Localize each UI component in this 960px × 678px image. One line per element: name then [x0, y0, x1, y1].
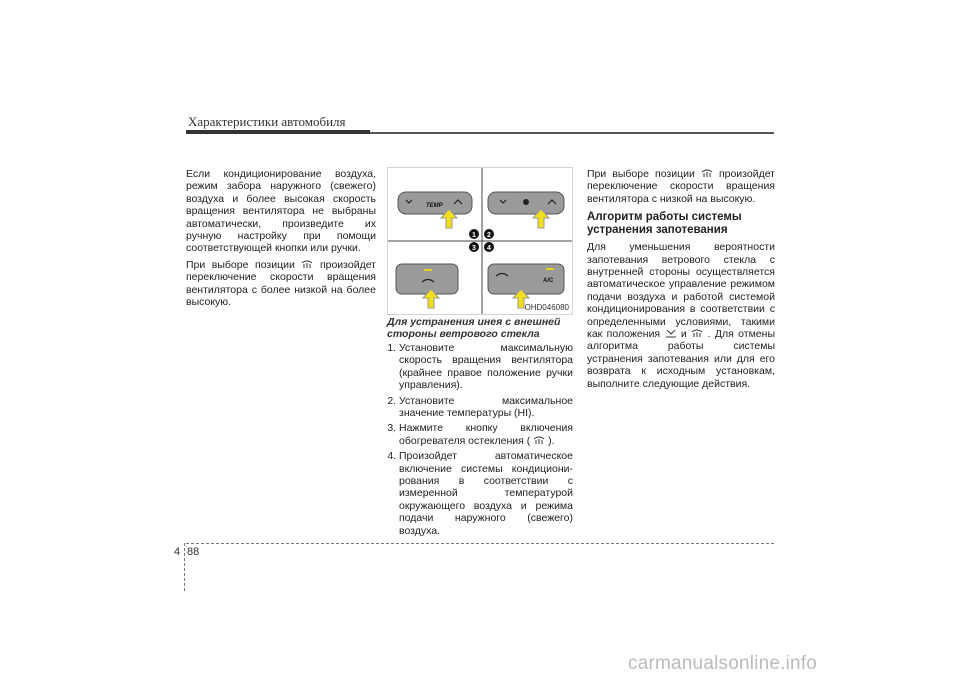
indicator-light: [424, 269, 432, 271]
col3-paragraph-2: [587, 241, 775, 390]
list-item-tail: ).: [548, 434, 555, 447]
climate-control-figure: [387, 167, 573, 315]
marker-2: [484, 229, 494, 239]
list-item: 2. Установите максимальное значение температуры (HI).: [399, 395, 573, 420]
section-number: 4: [174, 546, 181, 558]
marker-4: [484, 242, 494, 252]
col3-p2-start: Для уменьшения вероятности запотевания ветрового стекла с внутренней стороны осуществляется автоматическое управление режимом подачи воздуха и работой системой кондиционирования в соответствии с определенными условиями, такими как положения: [587, 241, 775, 341]
list-item: 4. Произойдет автоматическое включение системы кондициони-рования в соответствии с измеренной температурой окружающего воздуха и режима подачи наружного (свежего) воздуха.: [399, 450, 573, 537]
temp-label: TEMP: [426, 203, 443, 209]
footer-rule: [186, 543, 774, 544]
header-accent-bar: [186, 130, 370, 134]
page-header-title: Характеристики автомобиля: [188, 114, 346, 129]
list-item: 1. Установите максимальную скорость вращения вентилятора (крайнее правое положение ручки управления).: [399, 342, 573, 392]
instruction-list: [387, 342, 573, 537]
svg-text:4: 4: [487, 245, 491, 252]
defrost-icon: [533, 435, 545, 445]
marker-1: [469, 229, 479, 239]
defrost-icon: [701, 168, 713, 178]
column-2: [387, 316, 573, 540]
col1-p2-start: При выборе позиции: [186, 258, 295, 271]
col3-p2-and: и: [680, 328, 687, 341]
fan-icon: [523, 199, 529, 205]
svg-text:2: 2: [487, 232, 491, 239]
floor-defrost-icon: [665, 328, 677, 338]
list-item-text: Нажмите кнопку включения обогревателя остекления (: [399, 422, 573, 447]
ac-label: A/C: [543, 278, 554, 284]
col1-paragraph-2: [186, 259, 376, 309]
svg-text:3: 3: [472, 245, 476, 252]
defrost-icon: [691, 328, 703, 338]
figure-caption: OHD046080: [524, 303, 569, 312]
col3-p1-start: При выборе позиции: [587, 168, 695, 180]
watermark: carmanualsonline.info: [628, 653, 818, 674]
defrost-icon: [301, 259, 313, 269]
col1-p2-end: произойдет переключение скорости вращения вентилятора с более низкой на более высокую.: [186, 258, 376, 309]
col1-paragraph-1: Если кондиционирование воздуха, режим забора наружного (свежего) воздуха и более высокая скорость вращения вентилятора не выбраны автоматически, произведите их ручную настройку при помощи соответствующей кнопки или ручки.: [186, 168, 376, 255]
page-number: 88: [187, 546, 200, 558]
section-subhead: Для устранения инея с внешней стороны ветрового стекла: [387, 316, 561, 340]
climate-panel-illustration: [388, 168, 572, 314]
list-item: [399, 422, 573, 447]
marker-3: [469, 242, 479, 252]
column-1: [186, 168, 376, 312]
col3-p1-end: произойдет переключение скорости вращения вентилятора с низкой на высокую.: [587, 168, 775, 205]
footer-vertical-rule: [184, 543, 185, 591]
col3-p2-end: . Для отмены алгоритма работы системы устранения запотевания или для его возврата к исходным установкам, выполните следующие действия.: [587, 328, 775, 390]
indicator-light: [546, 268, 554, 270]
col3-paragraph-1: [587, 168, 775, 205]
column-3: [587, 168, 775, 394]
svg-text:1: 1: [472, 232, 476, 239]
section-heading: Алгоритм работы системы устранения запотевания: [587, 211, 742, 237]
